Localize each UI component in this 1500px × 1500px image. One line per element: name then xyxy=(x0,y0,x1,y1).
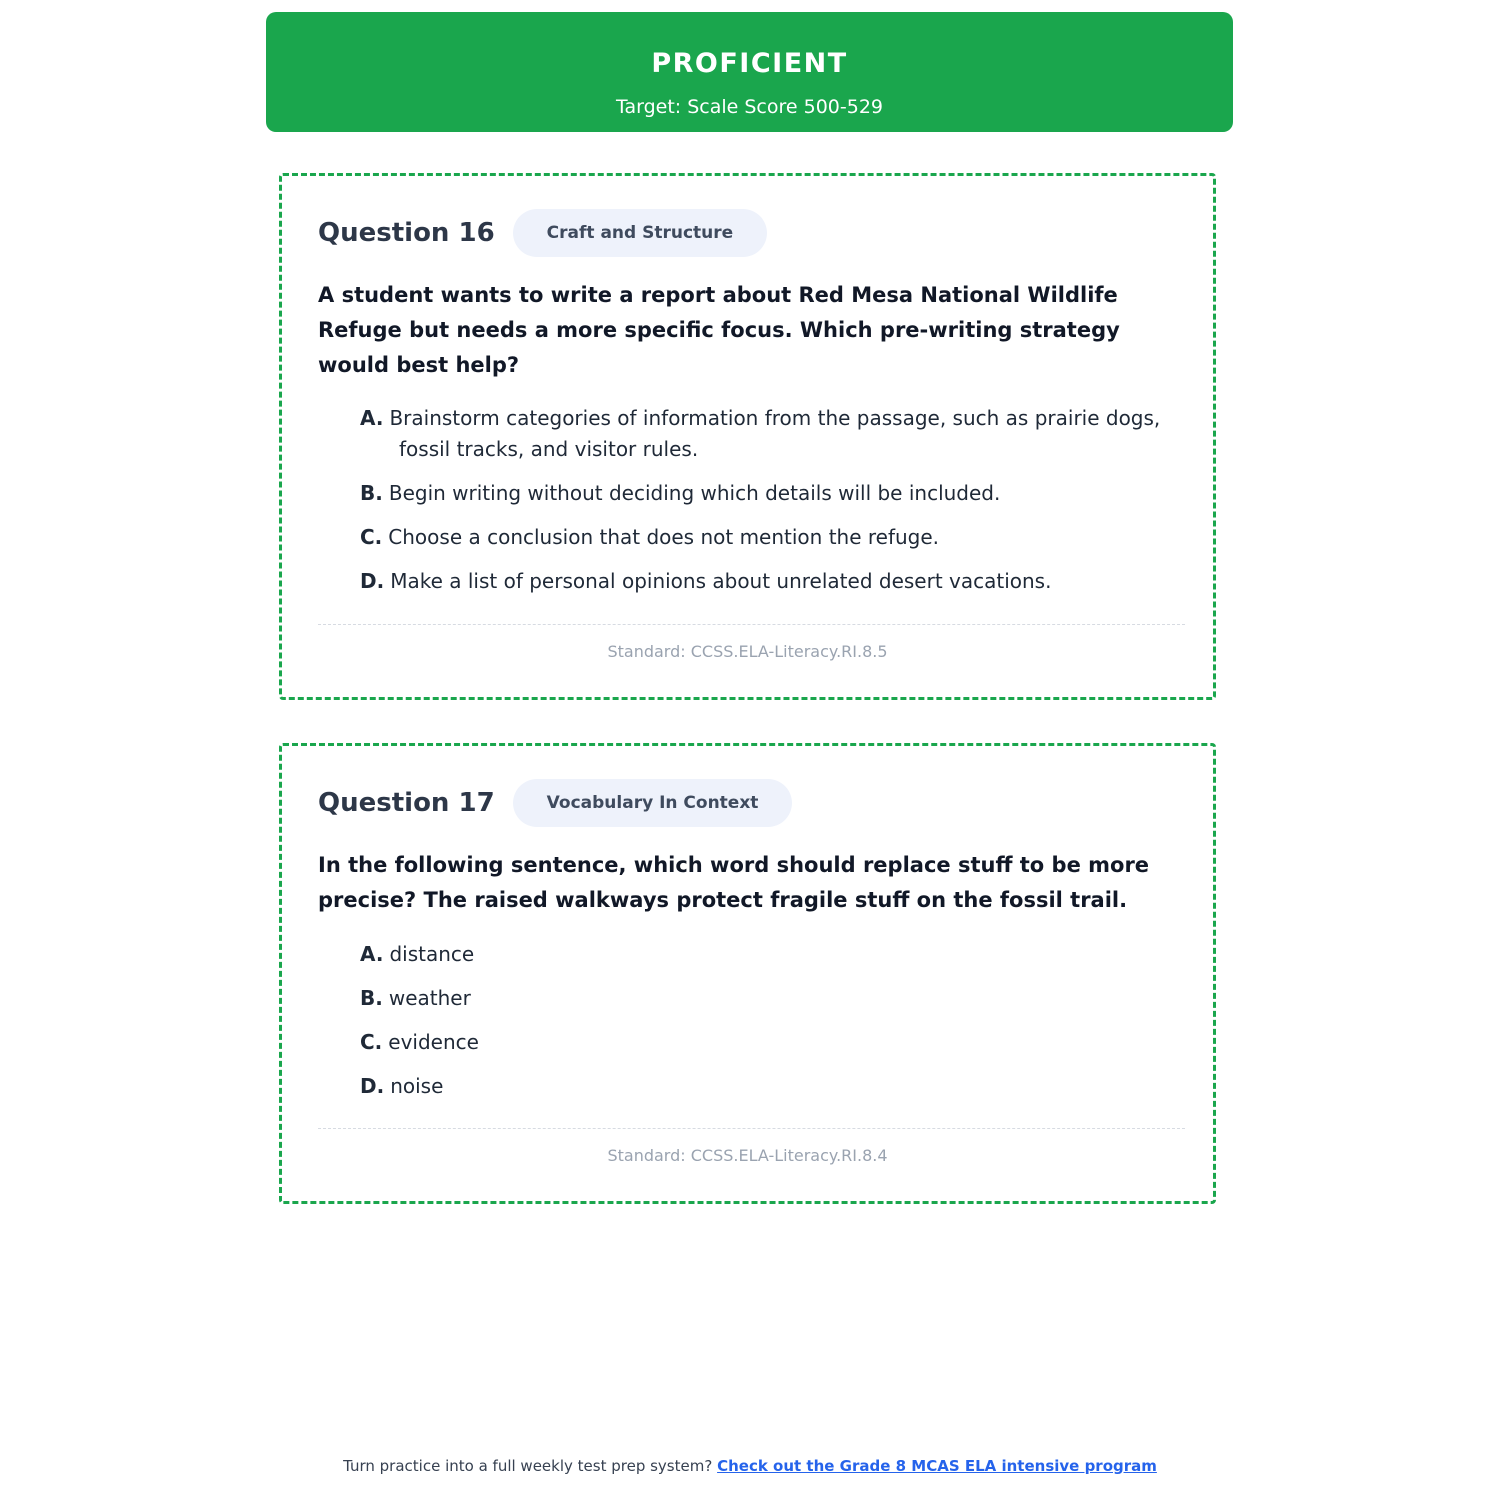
choice-text: noise xyxy=(390,1074,444,1098)
answer-choice-b[interactable] xyxy=(360,478,1190,509)
footer-promo xyxy=(0,1457,1500,1475)
banner-title: PROFICIENT xyxy=(651,48,848,79)
category-badge: Craft and Structure xyxy=(513,209,768,257)
proficiency-banner xyxy=(266,12,1233,132)
answer-choice-d[interactable] xyxy=(360,1071,1190,1102)
choice-letter: A. xyxy=(360,942,384,966)
question-card-16 xyxy=(279,173,1216,700)
answer-choice-c[interactable] xyxy=(360,1027,1190,1058)
divider xyxy=(318,624,1185,625)
choice-text: Make a list of personal opinions about unrelated desert vacations. xyxy=(390,569,1052,593)
choice-text: evidence xyxy=(388,1030,479,1054)
question-card-17 xyxy=(279,743,1216,1204)
question-header xyxy=(318,779,792,827)
answer-choices xyxy=(360,939,1190,1115)
footer-text: Turn practice into a full weekly test prep system? xyxy=(343,1457,718,1475)
divider xyxy=(318,1128,1185,1129)
choice-text: weather xyxy=(388,986,471,1010)
answer-choice-a[interactable] xyxy=(360,403,1190,465)
question-header xyxy=(318,209,767,257)
choice-letter: C. xyxy=(360,525,383,549)
standard-label: Standard: CCSS.ELA-Literacy.RI.8.5 xyxy=(607,642,888,661)
question-title: Question 17 xyxy=(318,788,495,818)
choice-letter: A. xyxy=(360,406,384,430)
program-link[interactable]: Check out the Grade 8 MCAS ELA intensive program xyxy=(717,1457,1157,1475)
answer-choices xyxy=(360,403,1190,610)
choice-text: Choose a conclusion that does not mention the refuge. xyxy=(388,525,940,549)
choice-text: distance xyxy=(389,942,475,966)
question-title: Question 16 xyxy=(318,218,495,248)
answer-choice-a[interactable] xyxy=(360,939,1190,970)
standard-label: Standard: CCSS.ELA-Literacy.RI.8.4 xyxy=(607,1146,888,1165)
choice-letter: B. xyxy=(360,986,383,1010)
choice-letter: D. xyxy=(360,1074,385,1098)
choice-letter: D. xyxy=(360,569,385,593)
answer-choice-b[interactable] xyxy=(360,983,1190,1014)
answer-choice-d[interactable] xyxy=(360,566,1190,597)
answer-choice-c[interactable] xyxy=(360,522,1190,553)
question-stem: A student wants to write a report about Red Mesa National Wildlife Refuge but needs a more specific focus. Which pre-writing strategy would best help? xyxy=(318,283,1120,377)
choice-text: Begin writing without deciding which details will be included. xyxy=(388,481,1001,505)
question-stem: In the following sentence, which word should replace stuff to be more precise? The raised walkways protect fragile stuff on the fossil trail. xyxy=(318,853,1150,912)
choice-letter: C. xyxy=(360,1030,383,1054)
choice-text: Brainstorm categories of information from the passage, such as prairie dogs, fossil tracks, and visitor rules. xyxy=(389,406,1161,461)
choice-letter: B. xyxy=(360,481,383,505)
banner-subtitle: Target: Scale Score 500-529 xyxy=(615,96,884,118)
category-badge: Vocabulary In Context xyxy=(513,779,793,827)
